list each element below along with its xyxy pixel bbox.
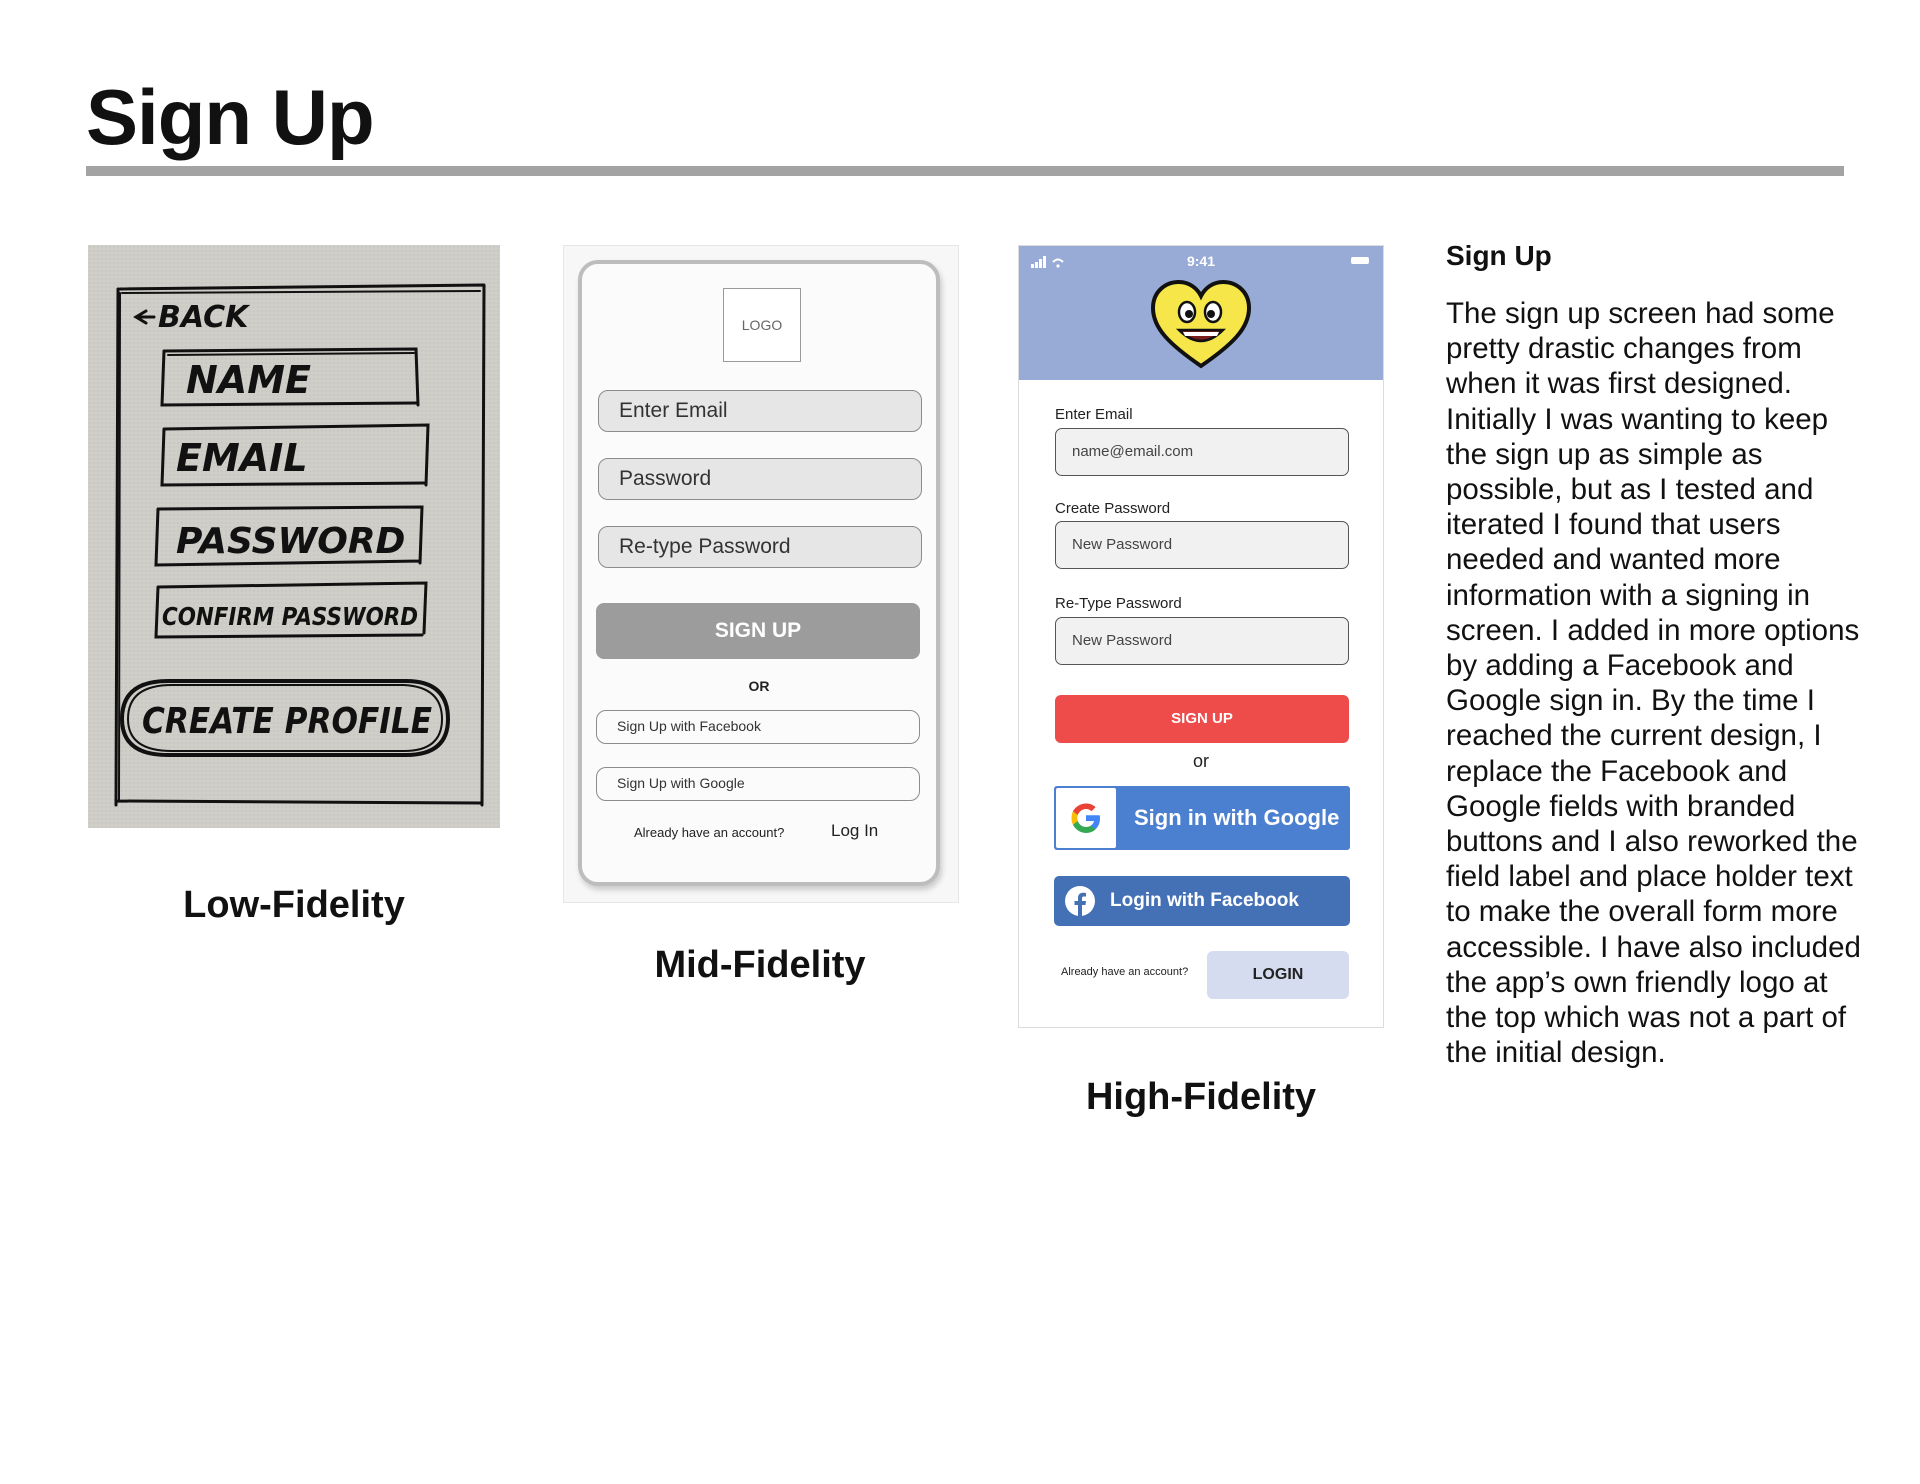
mid-facebook-button[interactable]: Sign Up with Facebook — [596, 710, 920, 744]
mid-password-input[interactable]: Password — [598, 458, 922, 500]
hf-retype-input[interactable]: New Password — [1055, 617, 1349, 665]
mid-google-button[interactable]: Sign Up with Google — [596, 767, 920, 801]
hf-header — [1019, 246, 1383, 380]
facebook-login-button[interactable] — [1054, 876, 1350, 926]
hf-create-password-label: Create Password — [1055, 500, 1171, 517]
heart-logo-icon — [1149, 278, 1253, 372]
status-time: 9:41 — [1186, 253, 1216, 269]
hf-login-button[interactable]: LOGIN — [1207, 951, 1349, 999]
low-fidelity-caption: Low-Fidelity — [183, 884, 405, 926]
sketch-back-text: BACK — [158, 300, 249, 335]
title-divider — [86, 166, 1844, 176]
high-fidelity-mockup — [1018, 245, 1384, 1028]
mid-or-divider: OR — [748, 678, 770, 694]
logo-placeholder: LOGO — [723, 288, 801, 362]
facebook-icon — [1064, 885, 1096, 917]
google-signin-button[interactable] — [1054, 786, 1350, 850]
hf-retype-label: Re-Type Password — [1055, 595, 1182, 612]
low-fidelity-sketch — [88, 245, 500, 828]
page-title: Sign Up — [86, 73, 374, 161]
google-signin-label: Sign in with Google — [1134, 805, 1340, 830]
side-description: The sign up screen had some pretty drastic changes from when it was first designed. Initially I was wanting to keep the sign up as simple as possible, but as I tested and iterated I found that users needed and wanted more information with a signing in screen. I added in more options by adding a Facebook and Google sign in. By the time I reached the current design, I replace the Facebook and Google fields with branded buttons and I also reworked the field label and place holder text to make the overall form more accessible. I have also included the app’s own friendly logo at the top which was not a part of the initial design. — [1446, 297, 1861, 1070]
mid-phone-frame — [578, 260, 940, 886]
hf-create-password-input[interactable]: New Password — [1055, 521, 1349, 569]
sketch-name-text: NAME — [186, 358, 311, 402]
sketch-email-text: EMAIL — [176, 436, 308, 480]
mid-fidelity-wireframe — [563, 245, 959, 903]
hf-email-input[interactable]: name@email.com — [1055, 428, 1349, 476]
mid-already-text: Already have an account? — [634, 825, 785, 840]
mid-retype-password-input[interactable]: Re-type Password — [598, 526, 922, 568]
hf-signup-button[interactable]: SIGN UP — [1055, 695, 1349, 743]
facebook-login-label: Login with Facebook — [1110, 890, 1299, 911]
mid-login-link[interactable]: Log In — [831, 821, 879, 840]
high-fidelity-caption: High-Fidelity — [1085, 1076, 1317, 1118]
battery-icon — [1351, 257, 1369, 264]
sketch-create-profile-text: CREATE PROFILE — [142, 701, 433, 742]
google-icon-box — [1056, 788, 1116, 848]
hf-or-divider: or — [1192, 751, 1209, 771]
sketch-drawing — [88, 245, 500, 828]
hf-email-label: Enter Email — [1055, 406, 1133, 423]
hf-already-text: Already have an account? — [1061, 966, 1189, 978]
mid-fidelity-caption: Mid-Fidelity — [654, 944, 866, 986]
mid-email-input[interactable]: Enter Email — [598, 390, 922, 432]
sketch-confirm-password-text: CONFIRM PASSWORD — [162, 602, 418, 631]
side-heading: Sign Up — [1446, 240, 1552, 271]
sketch-password-text: PASSWORD — [176, 521, 406, 562]
google-icon — [1056, 788, 1116, 848]
mid-signup-button[interactable]: SIGN UP — [596, 603, 920, 659]
